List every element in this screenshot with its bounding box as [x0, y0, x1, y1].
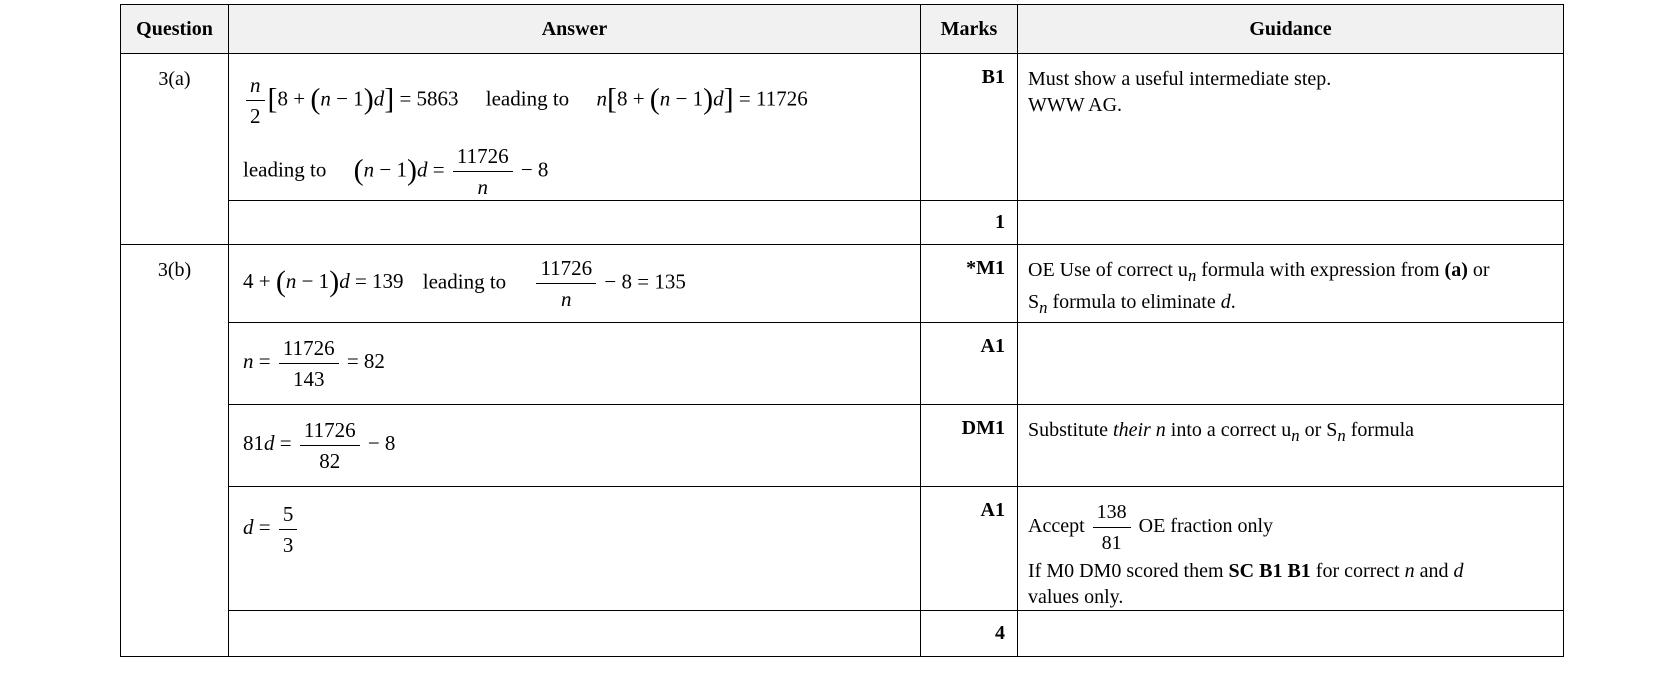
leading-to-text: leading to	[485, 86, 570, 111]
equation-tail: − 8	[367, 431, 396, 456]
guidance-line: Must show a useful intermediate step.	[1028, 68, 1332, 90]
q3a-equation-line1: $\frac{n}{2}$ [8 + (n − 1)d] = 5863 leading to n[8 + (n − 1)d] = 11726	[243, 72, 920, 129]
mark-scheme-table	[120, 4, 1564, 657]
fraction: $\frac{11726}{n}$	[536, 255, 596, 312]
leading-to-text: leading to	[243, 157, 327, 182]
q3b-total: 4	[921, 611, 1018, 657]
q3b-row4	[121, 487, 1564, 611]
leading-to-text: leading to	[422, 269, 507, 294]
header-row	[121, 5, 1564, 54]
q3a-total-row	[121, 201, 1564, 245]
q3b-answer-2: n = $\frac{11726}{143}$ = 82	[229, 323, 921, 405]
q3b-mark-2: A1	[921, 323, 1018, 405]
q3a-label: 3(a)	[121, 54, 229, 245]
q3b-mark-1: *M1	[921, 245, 1018, 323]
equation-tail: − 8	[520, 157, 549, 182]
fraction: $\frac{5}{3}$	[279, 501, 298, 558]
q3a-answer	[229, 54, 921, 201]
header-guidance: Guidance	[1018, 5, 1564, 54]
q3a-mark: B1	[921, 54, 1018, 201]
q3b-guidance-3: Substitute their n into a correct $u_n$ or $S_n$ formula	[1018, 405, 1564, 487]
fraction: $\frac{138}{81}$	[1093, 499, 1131, 556]
header-question: Question	[121, 5, 229, 54]
q3b-row2	[121, 323, 1564, 405]
q3a-row	[121, 54, 1564, 201]
q3b-guidance-4: Accept $\frac{138}{81}$ OE fraction only If M0 DM0 scored them SC B1 B1 for correct n and d values only.	[1018, 487, 1564, 611]
fraction: $\frac{11726}{n}$	[453, 143, 513, 200]
q3b-mark-4: A1	[921, 487, 1018, 611]
equation-tail: = 82	[346, 349, 385, 374]
equation-tail: − 8 = 135	[604, 269, 686, 294]
q3a-eq1-value: = 5863	[399, 86, 459, 111]
q3b-answer-4: d = $\frac{5}{3}$	[229, 487, 921, 611]
q3b-mark-3: DM1	[921, 405, 1018, 487]
q3a-guidance	[1018, 54, 1564, 201]
q3b-row3	[121, 405, 1564, 487]
q3a-total: 1	[921, 201, 1018, 245]
fraction: $\frac{11726}{82}$	[300, 417, 360, 474]
equation-value: = 139	[354, 269, 404, 294]
fraction: $\frac{11726}{143}$	[279, 335, 339, 392]
q3b-answer-3: 81d = $\frac{11726}{82}$ − 8	[229, 405, 921, 487]
q3a-eq1-rhs-value: = 11726	[738, 86, 808, 111]
header-marks: Marks	[921, 5, 1018, 54]
guidance-line: WWW AG.	[1028, 94, 1123, 116]
q3a-equation-line2: leading to (n − 1)d = $\frac{11726}{n}$ − 8	[243, 144, 549, 199]
q3b-total-row	[121, 611, 1564, 657]
q3b-guidance-1: OE Use of correct $u_n$ formula with expression from (a) or $S_n$ formula to eliminate d.	[1018, 245, 1564, 323]
q3b-answer-1: 4 + (n − 1)d = 139 leading to $\frac{11726}{n}$ − 8 = 135	[229, 245, 921, 323]
q3b-label: 3(b)	[121, 245, 229, 657]
header-answer: Answer	[229, 5, 921, 54]
q3b-row1	[121, 245, 1564, 323]
